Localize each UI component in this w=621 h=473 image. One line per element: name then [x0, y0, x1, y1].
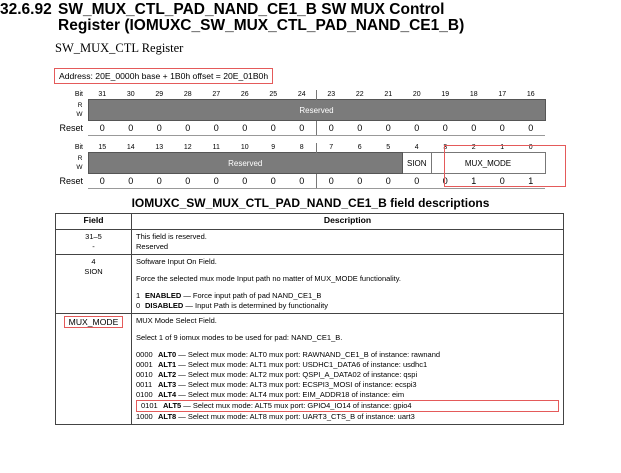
- reset-value: 1: [460, 174, 489, 189]
- reset-value: 0: [88, 121, 117, 136]
- table-row: [56, 314, 564, 425]
- sion-field: SION: [403, 153, 432, 174]
- reset-value: 0: [145, 121, 174, 136]
- field-cell: 4 SION: [56, 255, 132, 314]
- reset-value: 0: [346, 121, 375, 136]
- reset-value: 0: [174, 174, 203, 189]
- bit-number: 11: [212, 144, 220, 151]
- rw-label: R W: [76, 155, 83, 171]
- bit-number: 18: [469, 91, 478, 98]
- reset-value: 0: [88, 174, 117, 189]
- reset-value: 0: [317, 121, 346, 136]
- bit-number: 6: [357, 144, 362, 151]
- bit-number: 8: [299, 144, 304, 151]
- description-header: Description: [132, 214, 564, 230]
- reserved-field-upper: Reserved: [88, 100, 545, 121]
- bit-number: 28: [183, 91, 192, 98]
- reserved-field-lower: Reserved: [88, 153, 403, 174]
- bit-number: 21: [384, 91, 393, 98]
- field-table-title: IOMUXC_SW_MUX_CTL_PAD_NAND_CE1_B field descriptions: [131, 196, 490, 210]
- reset-value: 0: [317, 174, 346, 189]
- bit-number: 15: [98, 144, 107, 151]
- bit-number: 1: [500, 144, 505, 151]
- bit-number: 29: [155, 91, 164, 98]
- mux-mode-field-label: MUX_MODE: [64, 316, 124, 328]
- bit-number-row: [55, 90, 545, 100]
- bit-number: 10: [240, 144, 249, 151]
- mode-option: 0011 ALT3 — Select mux mode: ALT3 mux port: ECSPI3_MOSI of instance: ecspi3: [136, 380, 417, 389]
- mode-option: 0100 ALT4 — Select mux mode: ALT4 mux port: EIM_ADDR18 of instance: eim: [136, 390, 405, 399]
- bit-number: 0: [528, 144, 533, 151]
- bit-label: Bit: [74, 144, 83, 152]
- reset-value: 0: [259, 174, 288, 189]
- reset-value: 0: [374, 121, 403, 136]
- bit-number: 2: [471, 144, 476, 151]
- reset-value: 0: [374, 174, 403, 189]
- reset-value: 0: [231, 121, 260, 136]
- reset-value: 0: [174, 121, 203, 136]
- bit-number: 20: [412, 91, 421, 98]
- field-header: Field: [56, 214, 132, 230]
- bit-number: 3: [443, 144, 448, 151]
- mux-mode-highlight: [444, 145, 566, 187]
- reset-value: 0: [346, 174, 375, 189]
- rw-row: [55, 100, 545, 121]
- bit-number: 12: [183, 144, 192, 151]
- bit-number: 24: [297, 91, 306, 98]
- reset-value: 0: [288, 174, 317, 189]
- reset-value: 0: [117, 121, 146, 136]
- bit-number: 14: [126, 144, 135, 151]
- bit-number: 16: [526, 91, 535, 98]
- field-cell: 31–5 -: [56, 230, 132, 255]
- bit-number: 9: [271, 144, 276, 151]
- mux-mode-field: MUX_MODE: [431, 153, 545, 174]
- mode-option: 0000 ALT0 — Select mux mode: ALT0 mux port: RAWNAND_CE1_B of instance: rawnand: [136, 350, 441, 359]
- reset-value: 0: [117, 174, 146, 189]
- reset-value: 0: [431, 174, 460, 189]
- reset-value: 0: [202, 121, 231, 136]
- reset-row: [55, 121, 545, 136]
- reset-value: 0: [460, 121, 489, 136]
- bit-number: 27: [212, 91, 221, 98]
- reset-label: Reset: [59, 175, 83, 186]
- bit-number: 7: [317, 143, 346, 153]
- field-description-table: [55, 213, 564, 425]
- mode-option-alt5-highlighted: 0101 ALT5 — Select mux mode: ALT5 mux port: GPIO4_IO14 of instance: gpio4: [136, 400, 559, 412]
- section-heading: [0, 1, 618, 34]
- bit-number: 4: [414, 144, 419, 151]
- description-cell: This field is reserved. Reserved: [132, 230, 564, 255]
- register-subtitle: SW_MUX_CTL Register: [55, 41, 184, 55]
- mode-option: 1000 ALT8 — Select mux mode: ALT8 mux port: UART3_CTS_B of instance: uart3: [136, 412, 415, 421]
- reset-value: 0: [488, 121, 517, 136]
- description-cell: MUX Mode Select Field. Select 1 of 9 iomux modes to be used for pad: NAND_CE1_B. 0000 ALT0 — Select mux mode: ALT0 mux port: RAWNAND_CE1_B of instance: rawnand 0001 ALT1 — Select mux mode: ALT1 mux port: USDHC1_DATA6 of instance: usdhc1 0010 ALT2 — Select mux mode: ALT2 mux port: QSPI_A_DATA02 of instance: qspi 0011 ALT3 — Select mux mode: ALT3 mux port: ECSPI3_MOSI of instance: ecspi3 0100 ALT4 — Select mux mode: ALT4 mux port: EIM_ADDR18 of instance: eim 0101 ALT5 — Select mux mode: ALT5 mux port: GPIO4_IO14 of instance: gpio4 1000 ALT8 — Select mux mode: ALT8 mux port: UART3_CTS_B of instance: uart3: [132, 314, 564, 425]
- table-row: [56, 255, 564, 314]
- reset-value: 0: [517, 121, 546, 136]
- section-title-line2: Register (IOMUXC_SW_MUX_CTL_PAD_NAND_CE1_B): [58, 17, 465, 34]
- table-row: [56, 230, 564, 255]
- reset-value: 1: [517, 174, 546, 189]
- reset-label: Reset: [59, 122, 83, 133]
- bit-number: 26: [240, 91, 249, 98]
- mode-option: 0010 ALT2 — Select mux mode: ALT2 mux port: QSPI_A_DATA02 of instance: qspi: [136, 370, 418, 379]
- description-cell: Software Input On Field. Force the selected mux mode Input path no matter of MUX_MODE functionality. 1 ENABLED — Force input path of pad NAND_CE1_B 0 DISABLED — Input Path is determined by functionality: [132, 255, 564, 314]
- rw-label: R W: [76, 102, 83, 118]
- bit-label: Bit: [74, 91, 83, 99]
- bit-number: 5: [386, 144, 391, 151]
- field-cell: [56, 314, 132, 425]
- bit-number: 30: [126, 91, 135, 98]
- reset-value: 0: [231, 174, 260, 189]
- mode-option: 0001 ALT1 — Select mux mode: ALT1 mux port: USDHC1_DATA6 of instance: usdhc1: [136, 360, 428, 369]
- bit-number: 31: [98, 91, 107, 98]
- register-address: Address: 20E_0000h base + 1B0h offset = 20E_01B0h: [54, 68, 273, 84]
- register-upper: [55, 90, 546, 136]
- reset-value: 0: [488, 174, 517, 189]
- reset-value: 0: [145, 174, 174, 189]
- bit-number: 25: [269, 91, 278, 98]
- bit-number: 17: [498, 91, 507, 98]
- reset-value: 0: [431, 121, 460, 136]
- bit-number: 22: [355, 91, 364, 98]
- bit-number: 19: [441, 91, 450, 98]
- reset-value: 0: [202, 174, 231, 189]
- reset-value: 0: [403, 121, 432, 136]
- bit-number: 13: [155, 144, 164, 151]
- reset-value: 0: [288, 121, 317, 136]
- section-number: 32.6.92: [0, 1, 52, 18]
- reset-value: 0: [259, 121, 288, 136]
- table-header-row: [56, 214, 564, 230]
- reset-value: 0: [403, 174, 432, 189]
- section-title-line1: SW_MUX_CTL_PAD_NAND_CE1_B SW MUX Control: [58, 1, 445, 18]
- bit-number: 23: [317, 90, 346, 100]
